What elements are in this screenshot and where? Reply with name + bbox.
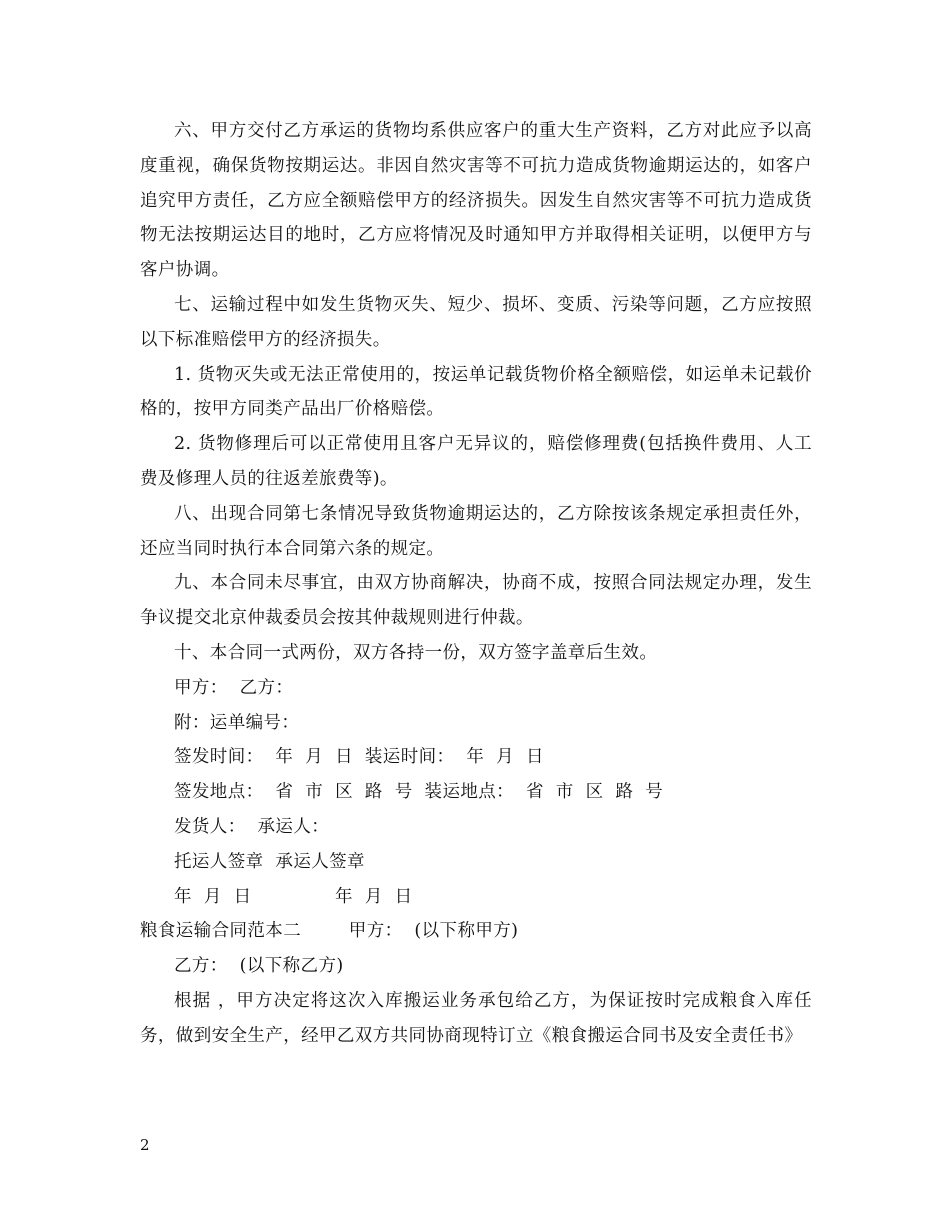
party-signature-line: 甲方： 乙方： [174, 677, 294, 698]
clause-seven-item-2: 2. 货物修理后可以正常使用且客户无异议的，赔偿修理费(包括换件费用、人工费及修理人员的往返差旅费等)。 [140, 434, 812, 489]
document-body [140, 114, 812, 1054]
clause-seven: 七、运输过程中如发生货物灭失、短少、损坏、变质、污染等问题，乙方应按照以下标准赔偿甲方的经济损失。 [140, 294, 812, 350]
party-b-line: 乙方： (以下称乙方) [174, 956, 344, 977]
waybill-number-line: 附：运单编号： [174, 712, 300, 733]
page-number: 2 [140, 1136, 150, 1154]
date-line: 年 月 日 年 月 日 [174, 886, 413, 907]
seal-line: 托运人签章 承运人签章 [174, 851, 365, 872]
clause-six: 六、甲方交付乙方承运的货物均系供应客户的重大生产资料，乙方对此应予以高度重视，确保货物按期运达。非因自然灾害等不可抗力造成货物逾期运达的，如客户追究甲方责任，乙方应全额赔偿甲方的经济损失。因发生自然灾害等不可抗力造成货物无法按期运达目的地时，乙方应将情况及时通知甲方并取得相关证明，以便甲方与客户协调。 [140, 121, 812, 281]
clause-ten: 十、本合同一式两份，双方各持一份，双方签字盖章后生效。 [174, 642, 658, 663]
issue-time-line: 签发时间： 年 月 日 装运时间： 年 月 日 [174, 747, 544, 768]
issue-place-line: 签发地点： 省 市 区 路 号 装运地点： 省 市 区 路 号 [174, 782, 664, 803]
second-template-intro: 根据 ，甲方决定将这次入库搬运业务承包给乙方，为保证按时完成粮食入库任务，做到安全生产，经甲乙双方共同协商现特订立《粮食搬运合同书及安全责任书》 [140, 990, 812, 1046]
second-template-heading: 粮食运输合同范本二 甲方： (以下称甲方) [140, 921, 519, 942]
shipper-carrier-line: 发货人： 承运人： [174, 816, 330, 837]
clause-seven-item-1: 1. 货物灭失或无法正常使用的，按运单记载货物价格全额赔偿，如运单未记载价格的，按甲方同类产品出厂价格赔偿。 [140, 364, 812, 420]
clause-nine: 九、本合同未尽事宜，由双方协商解决，协商不成，按照合同法规定办理，发生争议提交北京仲裁委员会按其仲裁规则进行仲裁。 [140, 573, 812, 629]
clause-eight: 八、出现合同第七条情况导致货物逾期运达的，乙方除按该条规定承担责任外，还应当同时执行本合同第六条的规定。 [140, 503, 812, 559]
